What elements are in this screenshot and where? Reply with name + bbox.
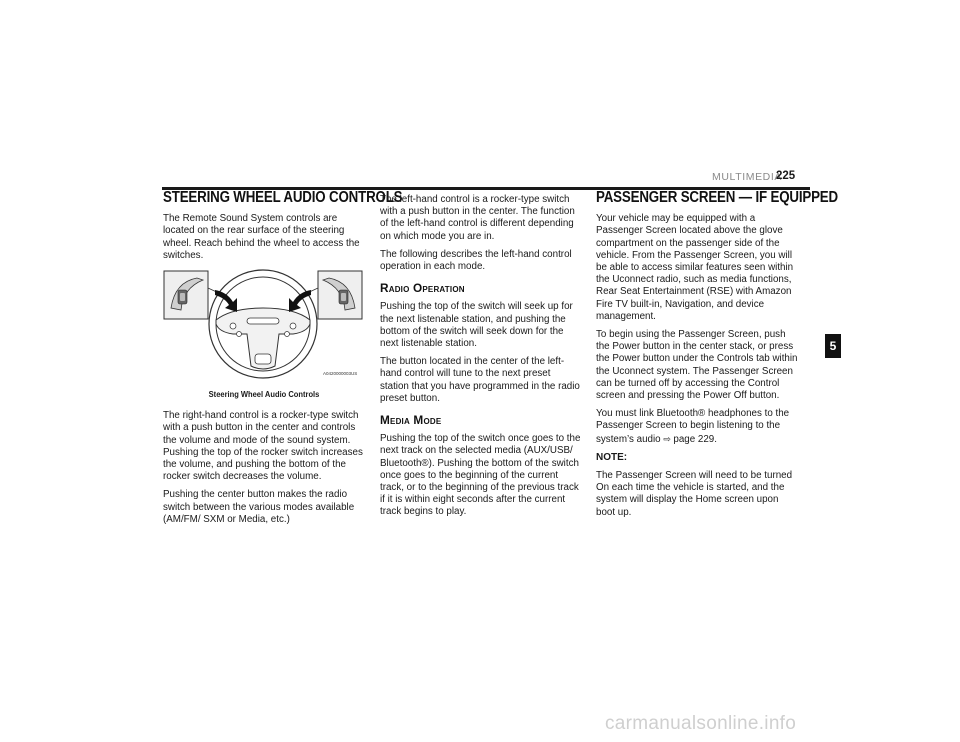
steering-wheel-illustration: [163, 268, 363, 386]
paragraph: The right-hand control is a rocker-type switch with a push button in the center and controls the volume and mode of the sound system. Pushing the top of the rocker switch increases the volume, and pushing the bottom of the rocker switch decreases the volume.: [163, 410, 363, 483]
column-left: [163, 189, 403, 532]
steering-wheel-figure: [163, 268, 363, 386]
page-reference-arrow-icon: ⇨: [663, 433, 674, 444]
figure-caption: Steering Wheel Audio Controls: [208, 389, 320, 400]
section-heading-passenger-screen: PASSENGER SCREEN — IF EQUIPPED: [596, 189, 838, 206]
paragraph: The Remote Sound System controls are located on the rear surface of the steering wheel. Reach behind the wheel to access the switches.: [163, 213, 360, 261]
paragraph: Pushing the center button makes the radio switch between the various modes available (AM/FM/ SXM or Media, etc.): [163, 489, 355, 525]
section-heading-steering-wheel-audio-controls: STEERING WHEEL AUDIO CONTROLS: [163, 189, 403, 206]
header-title: MULTIMEDIA: [712, 171, 782, 183]
column-right: [596, 189, 838, 525]
paragraph: The button located in the center of the left-hand control will tune to the next preset station that you have programmed in the radio preset button.: [380, 356, 580, 404]
page-reference-link[interactable]: page 229.: [673, 433, 717, 445]
paragraph: Your vehicle may be equipped with a Passenger Screen located above the glove compartment on the passenger side of the vehicle. From the Passenger Screen, you will be able to access similar features seen within the Uconnect radio, such as media functions, Rear Seat Entertainment (RSE) with Amazon Fire TV built-in, Navigation, and device management.: [596, 213, 794, 322]
note-label: NOTE:: [596, 451, 628, 463]
paragraph: [596, 408, 798, 446]
subheading-media-mode: Media Mode: [380, 413, 442, 428]
paragraph: To begin using the Passenger Screen, push the Power button in the center stack, or press the Power button under the Controls tab within the Uconnect system. The Passenger Screen can be turned off by accessing the Control screen and pressing the Power Off button.: [596, 329, 798, 402]
note-text: The Passenger Screen will need to be turned On each time the vehicle is started, and the system will display the Home screen upon boot up.: [596, 470, 793, 518]
subheading-radio-operation: Radio Operation: [380, 281, 465, 296]
paragraph-text: You must link Bluetooth® headphones to the Passenger Screen to begin listening to the system’s audio: [596, 408, 790, 445]
paragraph: The left-hand control is a rocker-type switch with a push button in the center. The function of the left-hand control is different depending on which mode you are in.: [380, 194, 575, 242]
page-number: 225: [776, 170, 796, 182]
chapter-tab[interactable]: 5: [825, 334, 841, 358]
paragraph: The following describes the left-hand control operation in each mode.: [380, 248, 572, 273]
watermark: carmanualsonline.info: [605, 713, 797, 734]
figure-code: A0420000003US: [323, 371, 358, 377]
column-middle: [380, 194, 582, 525]
paragraph: Pushing the top of the switch will seek up for the next listenable station, and pushing the bottom of the switch will seek down for the next listenable station.: [380, 301, 573, 350]
paragraph: Pushing the top of the switch once goes to the next track on the selected media (AUX/USB/ Bluetooth®). Pushing the bottom of the switch once goes to the beginning of the current track, or to the beginning of the previous track if it is within eight seconds after the current track begins to play.: [380, 433, 581, 518]
